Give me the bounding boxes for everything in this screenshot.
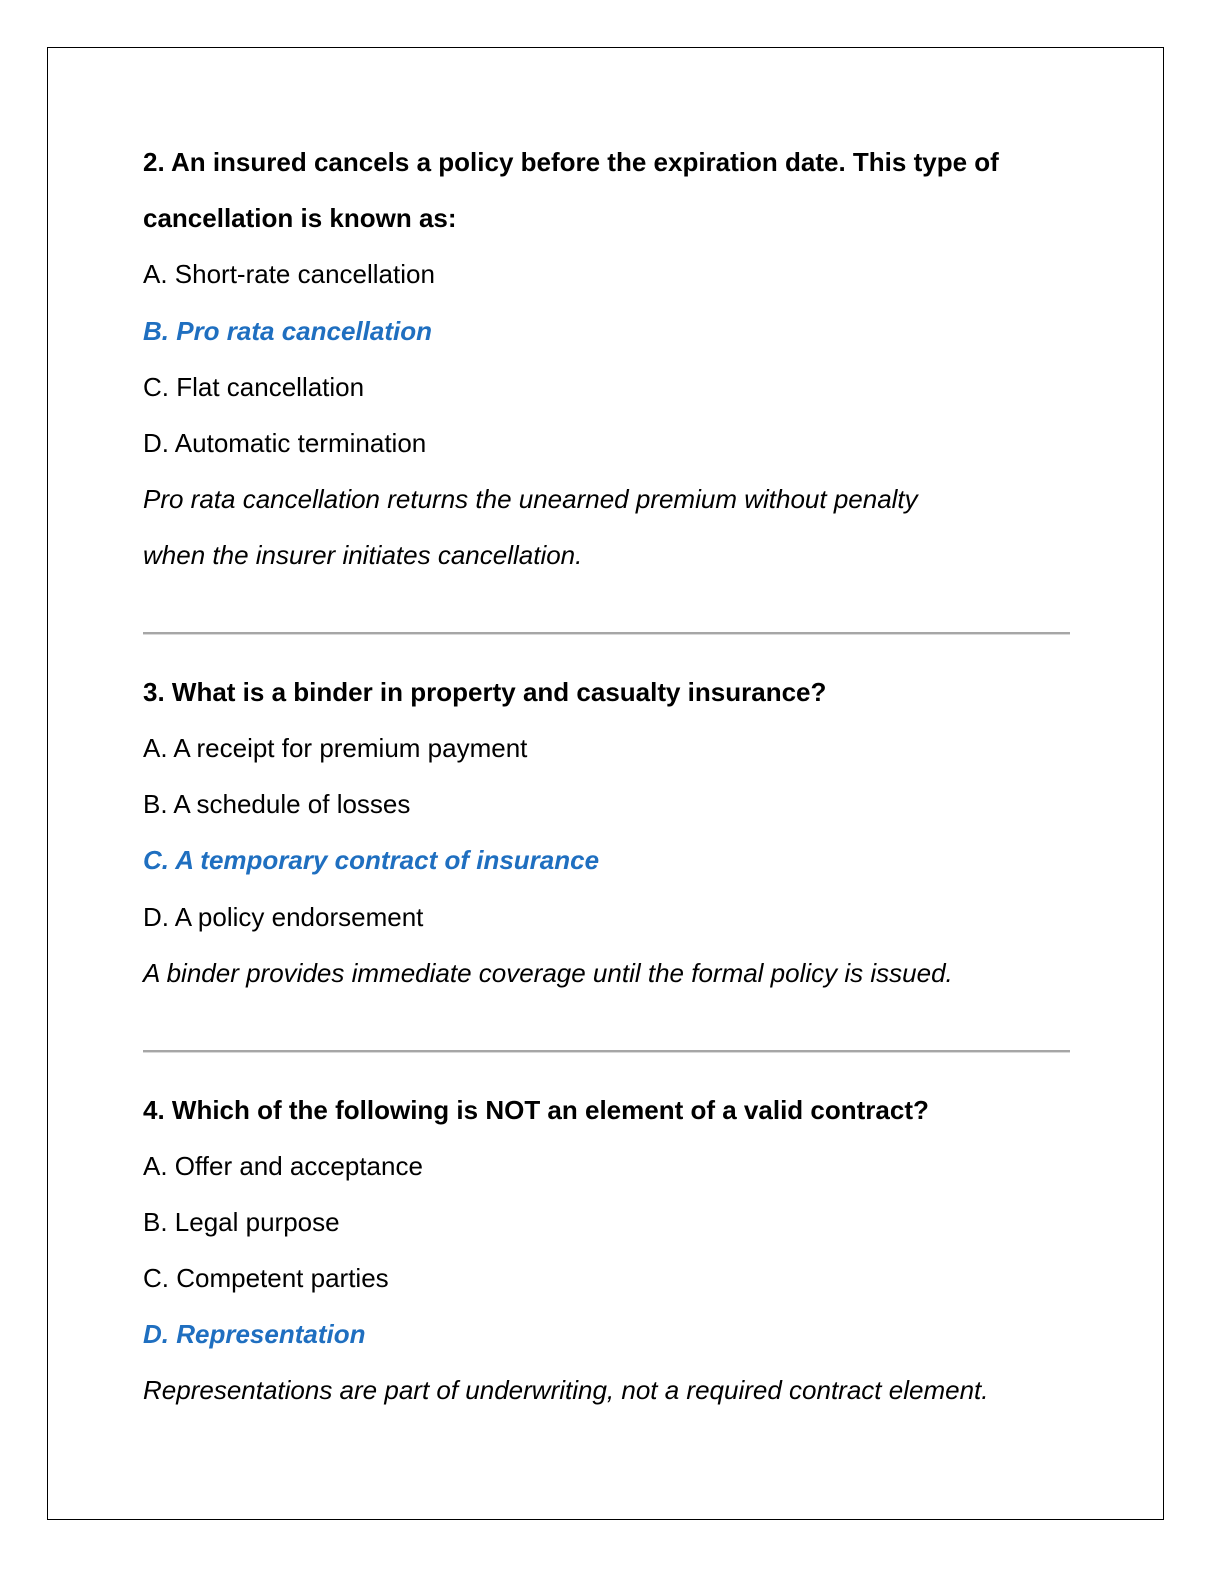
question-3-option-d: D. A policy endorsement: [143, 902, 424, 932]
question-3-text: 3. What is a binder in property and casualty insurance?: [143, 677, 827, 707]
question-4-option-b: B. Legal purpose: [143, 1207, 340, 1237]
section-divider-1: [143, 632, 1070, 635]
question-4-option-a: A. Offer and acceptance: [143, 1151, 423, 1181]
question-3-explanation: A binder provides immediate coverage until the formal policy is issued.: [143, 958, 953, 988]
question-2-option-a: A. Short-rate cancellation: [143, 259, 435, 289]
question-2-option-b-correct: B. Pro rata cancellation: [143, 316, 432, 346]
question-2-option-c: C. Flat cancellation: [143, 372, 365, 402]
question-3-option-b: B. A schedule of losses: [143, 789, 411, 819]
question-2-explanation-line-1: Pro rata cancellation returns the unearned premium without penalty: [143, 484, 918, 514]
question-2-text-line-2: cancellation is known as:: [143, 203, 457, 233]
question-3-option-c-correct: C. A temporary contract of insurance: [143, 845, 600, 875]
question-2-option-d: D. Automatic termination: [143, 428, 427, 458]
question-4-option-d-correct: D. Representation: [143, 1319, 366, 1349]
question-4-text: 4. Which of the following is NOT an element of a valid contract?: [143, 1095, 929, 1125]
question-2-explanation-line-2: when the insurer initiates cancellation.: [143, 540, 583, 570]
question-4-explanation: Representations are part of underwriting, not a required contract element.: [143, 1375, 989, 1405]
question-2-text-line-1: 2. An insured cancels a policy before the expiration date. This type of: [143, 147, 999, 177]
question-3-option-a: A. A receipt for premium payment: [143, 733, 528, 763]
question-4-option-c: C. Competent parties: [143, 1263, 389, 1293]
section-divider-2: [143, 1050, 1070, 1053]
